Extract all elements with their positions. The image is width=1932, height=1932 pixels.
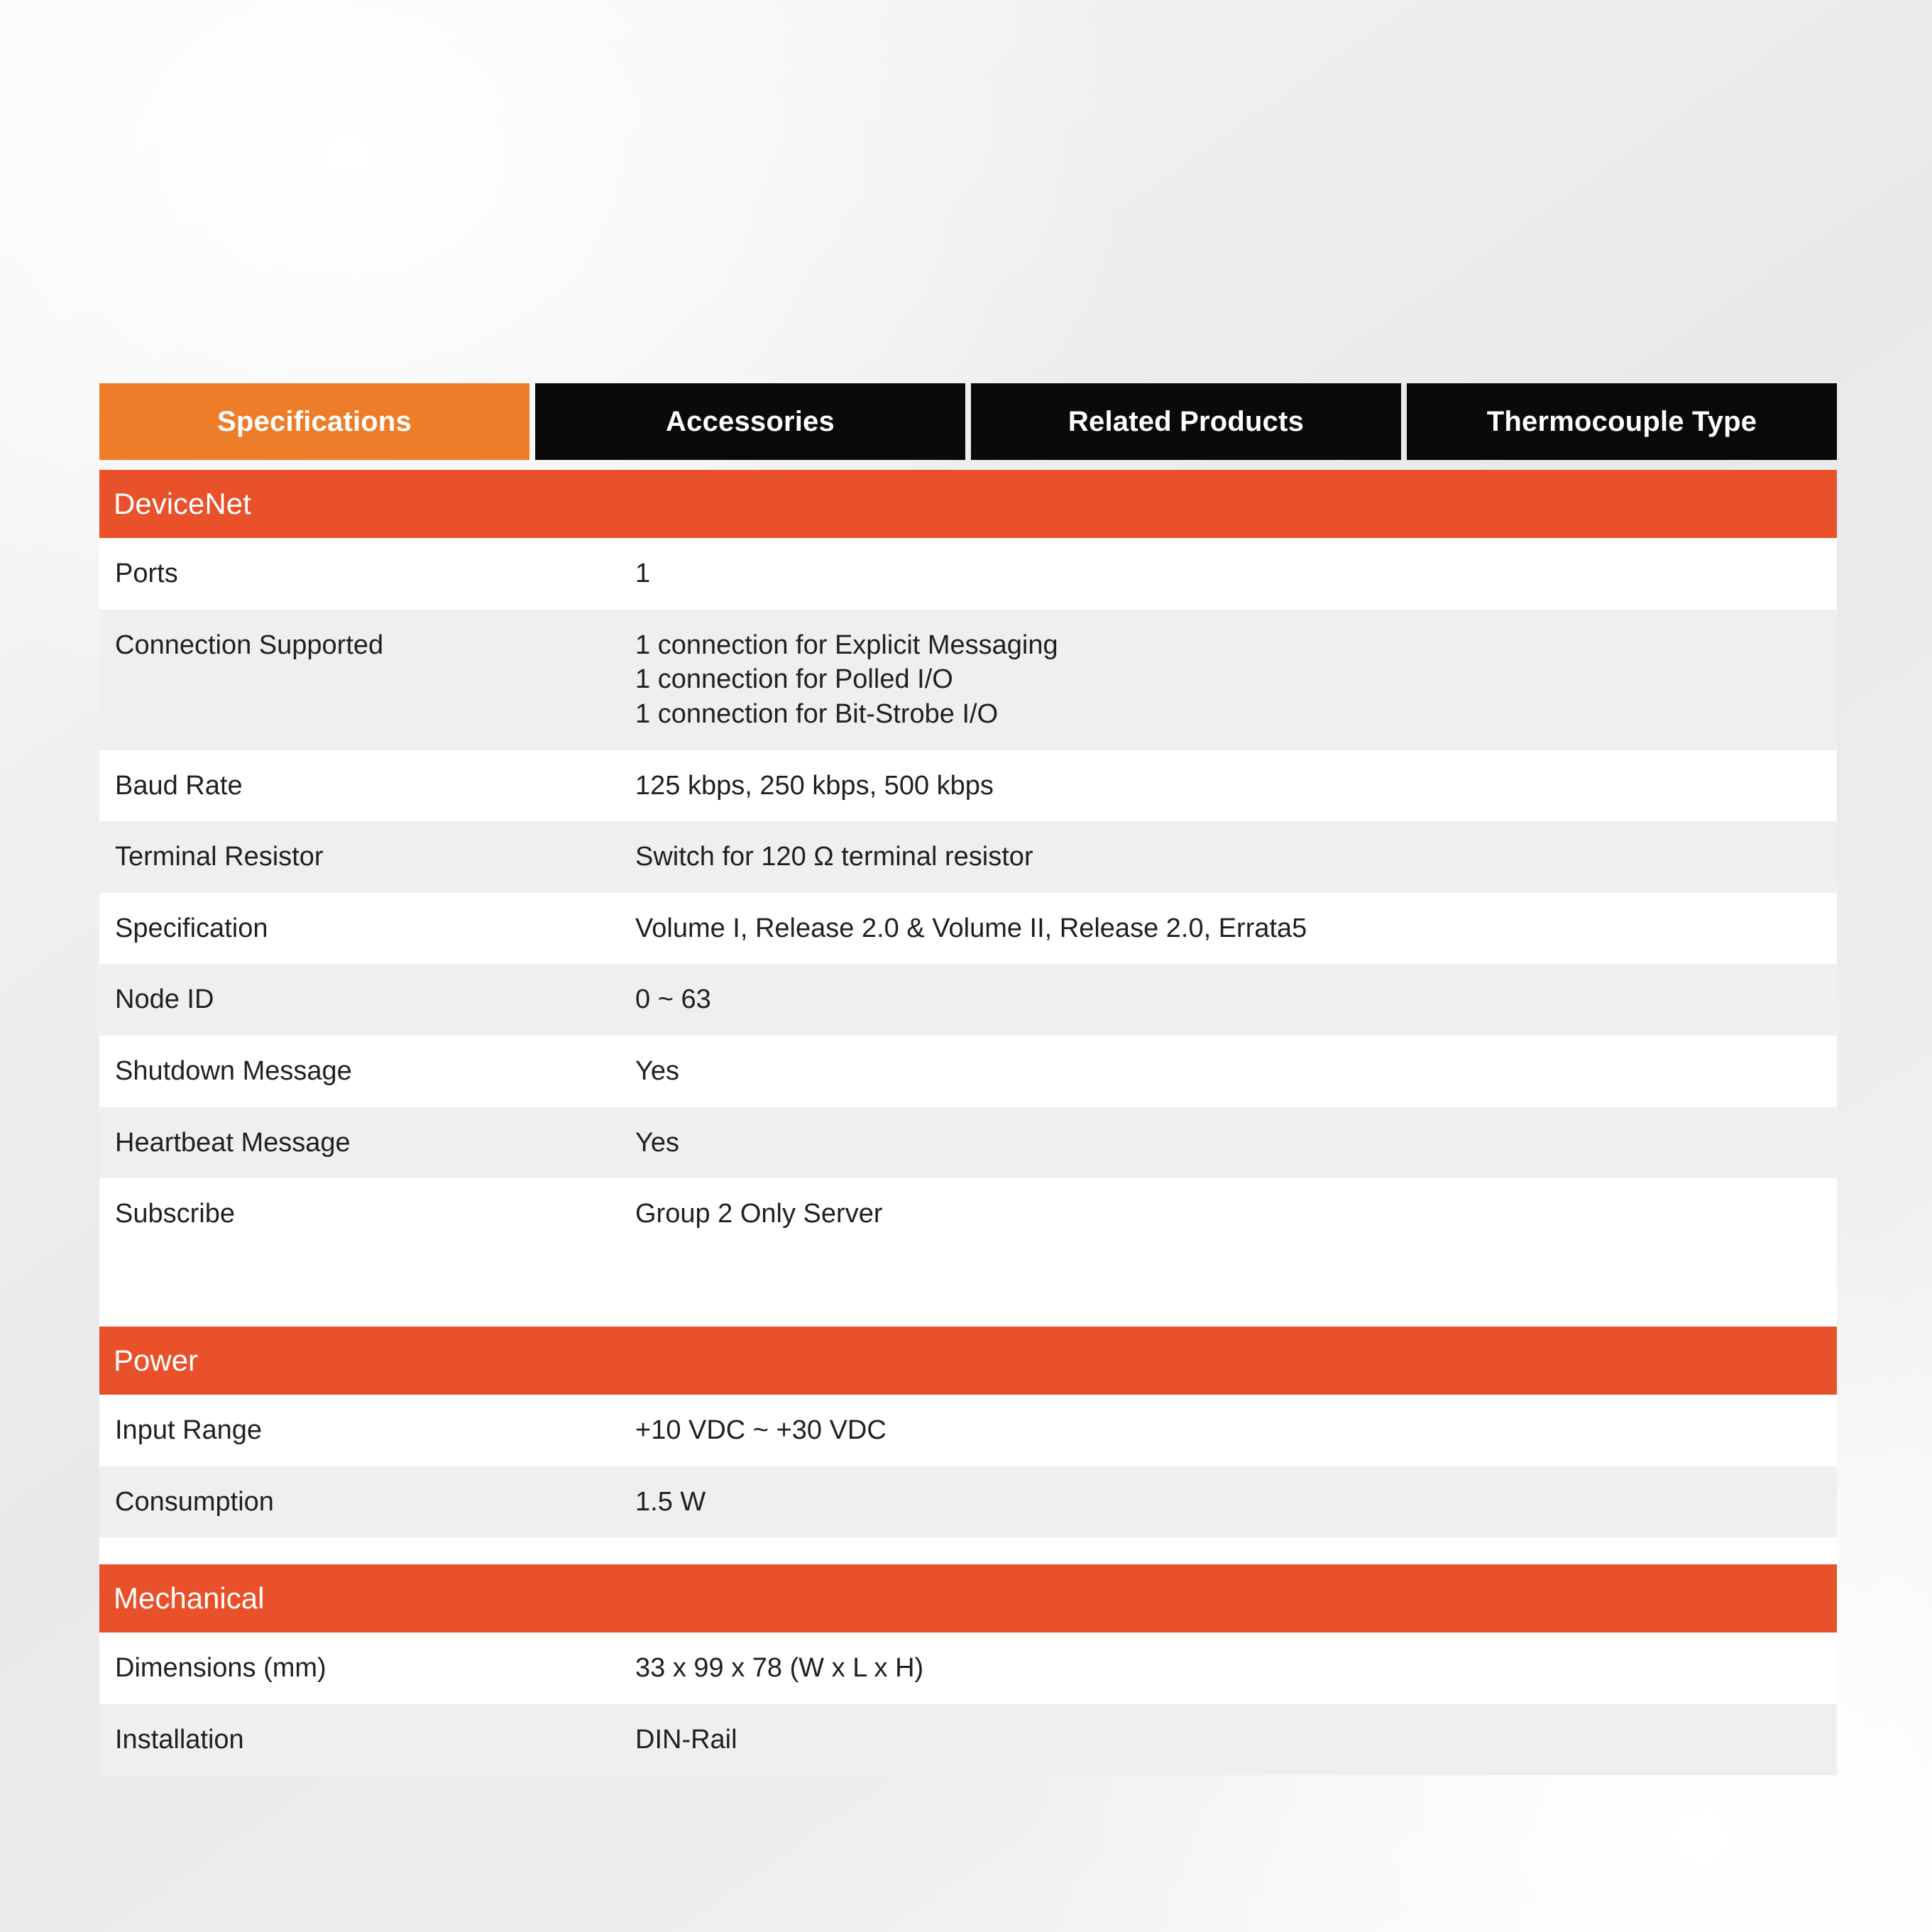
- tab-specifications[interactable]: Specifications: [99, 383, 529, 460]
- row-value-line: 1: [635, 559, 651, 588]
- row-value: [621, 1485, 1837, 1520]
- row-value-line: Yes: [635, 1127, 679, 1158]
- specifications-table: [99, 470, 1837, 1775]
- section-header: DeviceNet: [99, 470, 1837, 538]
- row-value: [621, 840, 1837, 874]
- row-value: [621, 556, 1837, 591]
- row-label: Connection Supported: [115, 630, 384, 660]
- row-label: Dimensions (mm): [115, 1653, 326, 1684]
- row-label: Consumption: [115, 1486, 274, 1517]
- table-row: [99, 1704, 1837, 1776]
- row-value-line: 1 connection for Polled I/O: [635, 664, 953, 695]
- table-row: [99, 1107, 1837, 1179]
- row-value-line: Yes: [635, 1056, 679, 1086]
- table-row: [99, 893, 1837, 965]
- row-value: [621, 1197, 1837, 1231]
- row-value: [621, 1054, 1837, 1089]
- row-label: Baud Rate: [115, 770, 243, 801]
- table-row: [99, 964, 1837, 1036]
- row-label: Shutdown Message: [115, 1056, 352, 1086]
- row-label: Ports: [115, 559, 178, 588]
- table-row: [99, 610, 1837, 750]
- row-value-line: DIN-Rail: [635, 1724, 737, 1755]
- tab-accessories[interactable]: Accessories: [535, 383, 965, 460]
- table-row: [99, 1036, 1837, 1107]
- row-value: [621, 769, 1837, 803]
- section-header: Power: [99, 1327, 1837, 1395]
- row-value: [621, 1651, 1837, 1686]
- row-value-line: 1 connection for Bit-Strobe I/O: [635, 698, 999, 729]
- tab-thermocouple-type[interactable]: Thermocouple Type: [1407, 383, 1837, 460]
- row-value-line: Switch for 120 Ω terminal resistor: [635, 842, 1033, 872]
- row-value: [621, 1723, 1837, 1757]
- row-value-line: 0 ~ 63: [635, 984, 711, 1015]
- table-row: [99, 1178, 1837, 1300]
- row-label: Terminal Resistor: [115, 842, 324, 872]
- table-row: [99, 750, 1837, 822]
- row-value-line: 1 connection for Explicit Messaging: [635, 630, 1058, 660]
- tab-bar: [99, 383, 1837, 460]
- row-value-line: 33 x 99 x 78 (W x L x H): [635, 1653, 924, 1684]
- section-spacer: [99, 1537, 1837, 1564]
- row-value: [621, 1413, 1837, 1448]
- row-label: Node ID: [115, 984, 214, 1015]
- table-row: [99, 538, 1837, 610]
- table-row: [99, 1466, 1837, 1538]
- row-value: [621, 911, 1837, 946]
- section-spacer: [99, 1300, 1837, 1327]
- specification-sheet: [99, 383, 1837, 1775]
- row-value: [621, 1126, 1837, 1160]
- row-value-line: Group 2 Only Server: [635, 1199, 883, 1229]
- table-row: [99, 1632, 1837, 1704]
- row-value: [621, 628, 1837, 732]
- row-value: [621, 982, 1837, 1017]
- row-value-line: +10 VDC ~ +30 VDC: [635, 1415, 887, 1445]
- tab-related-products[interactable]: Related Products: [971, 383, 1401, 460]
- row-value-line: 125 kbps, 250 kbps, 500 kbps: [635, 770, 994, 801]
- row-label: Installation: [115, 1724, 244, 1755]
- table-row: [99, 1395, 1837, 1466]
- table-row: [99, 821, 1837, 893]
- row-value-line: Volume I, Release 2.0 & Volume II, Release 2.0, Errata5: [635, 913, 1307, 943]
- row-label: Specification: [115, 913, 268, 943]
- row-value-line: 1.5 W: [635, 1486, 706, 1517]
- row-label: Input Range: [115, 1415, 263, 1445]
- row-label: Heartbeat Message: [115, 1127, 351, 1158]
- row-label: Subscribe: [115, 1199, 235, 1229]
- section-header: Mechanical: [99, 1564, 1837, 1632]
